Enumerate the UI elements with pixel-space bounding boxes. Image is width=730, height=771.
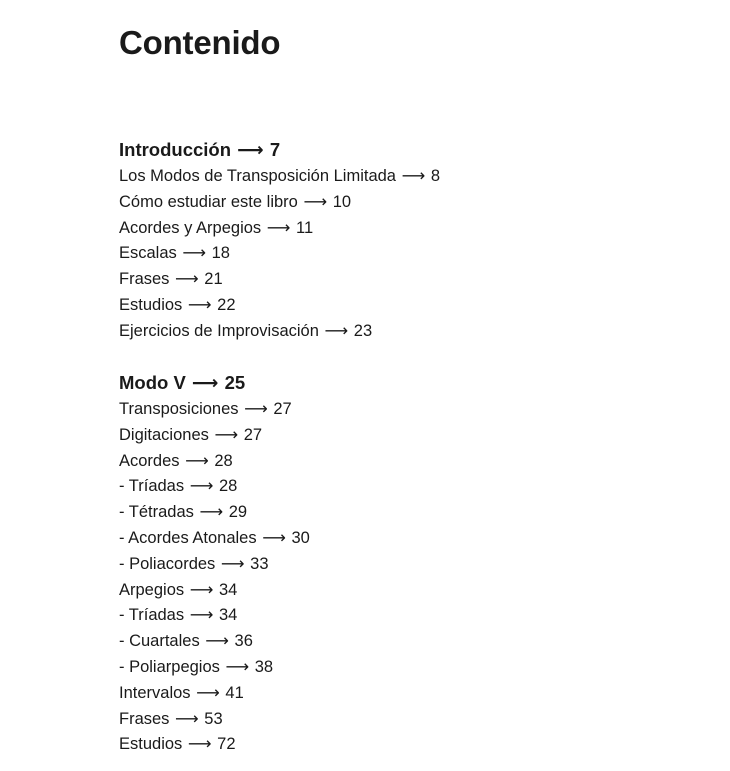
toc-entry-page: 18 [211, 244, 230, 263]
toc-entry-label: Frases [119, 709, 170, 728]
toc-entry-page: 8 [430, 167, 441, 185]
toc-entry-label: Acordes y Arpegios [119, 218, 262, 237]
arrow-icon: ⟶ [303, 192, 328, 211]
arrow-icon: ⟶ [189, 580, 214, 599]
toc-section-heading [119, 137, 719, 163]
arrow-icon: ⟶ [262, 528, 286, 547]
toc-entry [119, 397, 719, 423]
arrow-icon: ⟶ [185, 451, 209, 470]
toc-entry [119, 629, 719, 655]
toc-entry-page: 38 [254, 657, 274, 676]
toc-entry [119, 552, 719, 578]
toc-entry-page: 29 [228, 503, 248, 522]
arrow-icon: ⟶ [182, 244, 207, 263]
toc-entry-label: - Poliarpegios [119, 657, 220, 676]
toc-entry-label: Ejercicios de Improvisación [119, 321, 319, 340]
arrow-icon: ⟶ [324, 321, 349, 340]
toc-entry [119, 319, 719, 345]
section-heading-label: Introducción [119, 139, 232, 160]
toc-entry [119, 603, 719, 629]
toc-entry-page: 23 [353, 321, 373, 340]
toc-entry [119, 655, 719, 681]
toc-entry-page: 33 [250, 554, 269, 573]
toc-entry-page: 30 [291, 528, 310, 547]
toc-entry-label: Escalas [119, 244, 177, 263]
toc-entry-label: - Cuartales [119, 632, 200, 651]
toc-entries-list [119, 164, 719, 345]
toc-entry-label: Estudios [119, 735, 183, 754]
toc-entry-page: 53 [204, 709, 223, 728]
toc-entry-label: - Tétradas [119, 503, 194, 522]
toc-entry [119, 190, 719, 216]
toc-entry [119, 500, 719, 526]
toc-entry-page: 72 [217, 735, 236, 754]
toc-entry [119, 267, 719, 293]
toc-entry-page: 28 [218, 477, 238, 496]
toc-entry-page: 36 [234, 632, 253, 651]
arrow-icon: ⟶ [225, 657, 250, 676]
toc-entry [119, 449, 719, 475]
toc-entry [119, 423, 719, 449]
toc-entry-label: Digitaciones [119, 425, 209, 444]
arrow-icon: ⟶ [244, 400, 268, 418]
toc-entries-list [119, 397, 719, 758]
toc-entry-label: Intervalos [119, 683, 191, 702]
toc-entry [119, 526, 719, 552]
toc-entry [119, 681, 719, 707]
toc-entry-page: 21 [204, 270, 223, 289]
arrow-icon: ⟶ [401, 167, 426, 185]
toc-entry-label: Estudios [119, 295, 183, 314]
arrow-icon: ⟶ [187, 735, 212, 754]
arrow-icon: ⟶ [187, 295, 212, 314]
arrow-icon: ⟶ [196, 683, 220, 702]
section-heading-page: 7 [269, 139, 281, 160]
toc-entry [119, 164, 719, 190]
toc-entry-page: 27 [273, 400, 292, 418]
arrow-icon: ⟶ [266, 218, 291, 237]
arrow-icon: ⟶ [214, 425, 239, 444]
toc-entry-page: 34 [218, 606, 238, 625]
toc-section-heading [119, 370, 719, 396]
toc-entry-page: 28 [214, 451, 233, 470]
toc-section-introduccion [119, 137, 719, 345]
toc-section-modo-v [119, 370, 719, 758]
arrow-icon: ⟶ [175, 270, 199, 289]
toc-entry [119, 707, 719, 733]
arrow-icon: ⟶ [199, 503, 224, 522]
toc-entry-label: - Tríadas [119, 477, 185, 496]
page-title: Contenido [119, 24, 281, 61]
toc-entry-label: - Poliacordes [119, 554, 216, 573]
toc-entry [119, 293, 719, 319]
arrow-icon: ⟶ [189, 606, 214, 625]
section-heading-page: 25 [224, 372, 246, 393]
arrow-icon: ⟶ [186, 372, 224, 393]
toc-entry-page: 34 [218, 580, 238, 599]
toc-entry-page: 41 [225, 683, 244, 702]
arrow-icon: ⟶ [175, 709, 199, 728]
toc-entry [119, 578, 719, 604]
arrow-icon: ⟶ [205, 632, 229, 651]
toc-entry [119, 474, 719, 500]
toc-entry-page: 27 [243, 425, 263, 444]
toc-entry-label: Frases [119, 270, 170, 289]
arrow-icon: ⟶ [220, 554, 245, 573]
arrow-icon: ⟶ [232, 139, 269, 160]
toc-entry-label: Arpegios [119, 580, 185, 599]
toc-entry [119, 216, 719, 242]
toc-entry-page: 10 [332, 192, 352, 211]
toc-entry-label: - Acordes Atonales [119, 528, 257, 547]
toc-entry-label: Cómo estudiar este libro [119, 192, 298, 211]
section-heading-label: Modo V [119, 372, 186, 393]
toc-entry-label: - Tríadas [119, 606, 185, 625]
toc-entry-label: Acordes [119, 451, 180, 470]
arrow-icon: ⟶ [189, 477, 214, 496]
toc-entry [119, 732, 719, 758]
toc-entry-page: 22 [217, 295, 236, 314]
toc-entry-label: Transposiciones [119, 400, 239, 418]
toc-entry [119, 241, 719, 267]
toc-entry-label: Los Modos de Transposición Limitada [119, 167, 396, 185]
toc-entry-page: 11 [296, 218, 314, 237]
